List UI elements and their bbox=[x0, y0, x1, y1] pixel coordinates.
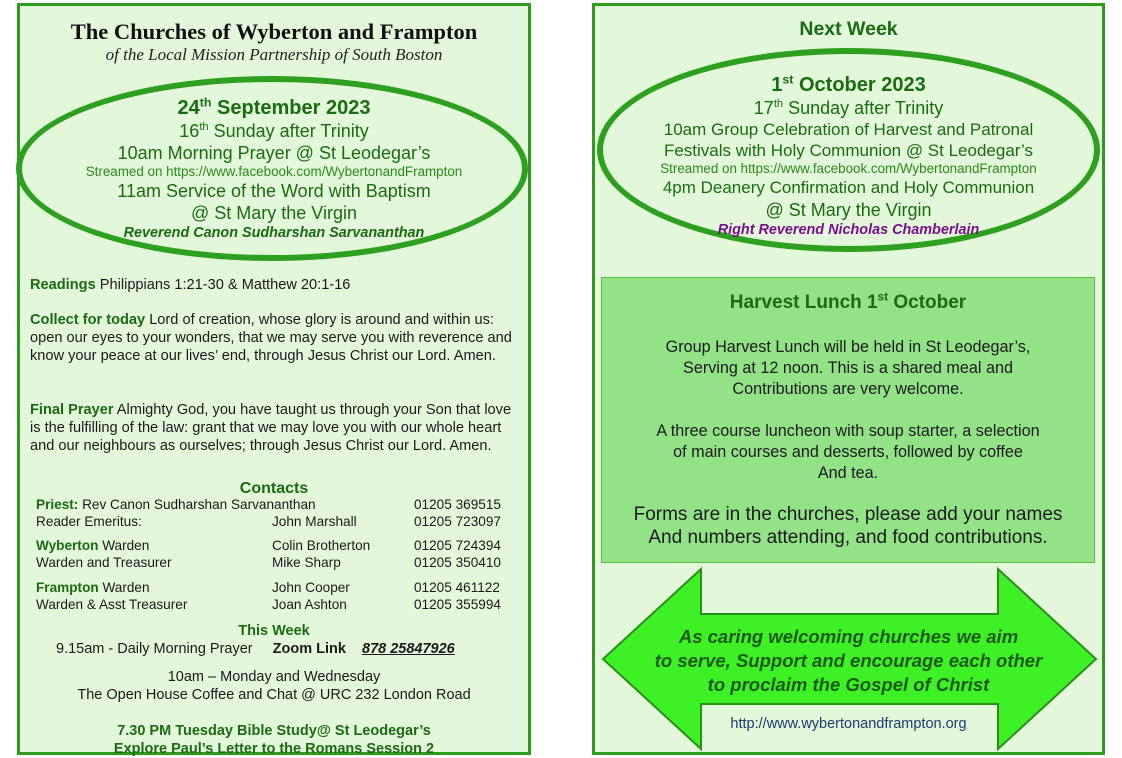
service-date bbox=[595, 73, 1102, 97]
contact-row bbox=[36, 597, 516, 614]
website-link[interactable]: http://www.wybertonandframpton.org bbox=[730, 716, 967, 732]
left-page bbox=[17, 3, 531, 755]
wyberton-warden-phone: 01205 724394 bbox=[414, 538, 501, 553]
contact-row bbox=[36, 538, 516, 555]
date-suffix: st bbox=[782, 72, 794, 87]
harvest-p1-l2: Serving at 12 noon. This is a shared meal and bbox=[683, 359, 1013, 377]
minister-name: Reverend Canon Sudharshan Sarvananthan bbox=[123, 225, 425, 241]
harvest-p2-l3: And tea. bbox=[817, 464, 879, 482]
wyberton-treasurer-phone: 01205 350410 bbox=[414, 554, 501, 570]
date-day: 24 bbox=[177, 97, 200, 119]
baptism-service: 11am Service of the Word with Baptism bbox=[117, 181, 431, 201]
page-title: The Churches of Wyberton and Frampton bbox=[70, 19, 478, 44]
morning-prayer: 10am Morning Prayer @ St Leodegar’s bbox=[117, 143, 431, 163]
open-house-days: 10am – Monday and Wednesday bbox=[167, 669, 381, 685]
harvest-p1-l3: Contributions are very welcome. bbox=[732, 380, 964, 398]
collect-text: Lord of creation, whose glory is around and within us: open our eyes to your wonders, that we may serve you with reverence and know your peace at our lives’ end, through Jesus Christ our Lord. Amen. bbox=[30, 312, 512, 364]
mission-l1: As caring welcoming churches we aim bbox=[678, 626, 1019, 647]
readings bbox=[30, 276, 520, 294]
stream-link[interactable]: Streamed on https://www.facebook.com/WybertonandFrampton bbox=[85, 164, 463, 179]
date-day: 1 bbox=[771, 74, 783, 96]
harvest-para-1 bbox=[602, 337, 1094, 400]
final-prayer-text: Almighty God, you have taught us through your Son that love is the fulfilling of the law: grant that we may love you with our whole heart and our neighbours as ourselves; through Jesus Christ our Lord. Amen. bbox=[30, 402, 512, 454]
mission-l3: to proclaim the Gospel of Christ bbox=[707, 674, 990, 695]
sunday-suffix: th bbox=[199, 121, 209, 133]
frampton-warden-phone: 01205 461122 bbox=[414, 580, 500, 595]
reader-role: Reader Emeritus: bbox=[36, 513, 142, 529]
priest-label: Priest: bbox=[36, 497, 79, 512]
open-house-venue: The Open House Coffee and Chat @ URC 232 London Road bbox=[77, 687, 471, 703]
bible-study-topic: Explore Paul’s Letter to the Romans Session 2 bbox=[113, 741, 435, 757]
contacts-table bbox=[36, 497, 516, 613]
sunday-number: 17 bbox=[753, 98, 774, 118]
date-rest: October 2023 bbox=[793, 74, 926, 96]
baptism-location: @ St Mary the Virgin bbox=[191, 203, 357, 223]
priest-phone: 01205 369515 bbox=[414, 497, 501, 512]
harvest-p2-l2: of main courses and desserts, followed by coffee bbox=[673, 443, 1023, 461]
next-week-heading: Next Week bbox=[799, 18, 898, 40]
priest-name: Rev Canon Sudharshan Sarvananthan bbox=[78, 497, 316, 512]
sunday-number: 16 bbox=[179, 121, 200, 141]
service-details bbox=[595, 73, 1102, 239]
page-subtitle: of the Local Mission Partnership of South Boston bbox=[105, 45, 443, 64]
harvest-box bbox=[601, 277, 1095, 563]
wyberton-role: Warden bbox=[98, 538, 150, 553]
sunday-title bbox=[595, 97, 1102, 119]
forms-l1: Forms are in the churches, please add your names bbox=[633, 504, 1063, 525]
this-week-heading: This Week bbox=[238, 623, 310, 639]
service-date bbox=[20, 96, 528, 120]
harvest-p2-l1: A three course luncheon with soup starter, a selection bbox=[656, 422, 1040, 440]
contact-row bbox=[36, 580, 516, 597]
forms-l2: And numbers attending, and food contributions. bbox=[648, 527, 1048, 548]
harvest-title-post: October bbox=[888, 292, 967, 313]
bishop-name: Right Reverend Nicholas Chamberlain bbox=[717, 222, 980, 238]
right-page bbox=[592, 3, 1105, 755]
stream-link[interactable]: Streamed on https://www.facebook.com/WybertonandFrampton bbox=[660, 161, 1037, 176]
bible-study-time: 7.30 PM Tuesday Bible Study@ St Leodegar’s bbox=[117, 723, 431, 739]
contact-row bbox=[36, 514, 516, 531]
wyberton-warden-name: Colin Brotherton bbox=[272, 538, 371, 553]
readings-label: Readings bbox=[30, 277, 96, 293]
wyberton-treasurer-role: Warden and Treasurer bbox=[36, 554, 172, 570]
collect-label: Collect for today bbox=[30, 312, 146, 328]
contacts-heading: Contacts bbox=[239, 480, 309, 497]
confirmation-service: 4pm Deanery Confirmation and Holy Communion bbox=[662, 178, 1035, 197]
wyberton-label: Wyberton bbox=[36, 538, 99, 553]
harvest-title-pre: Harvest Lunch 1 bbox=[729, 292, 878, 313]
reader-name: John Marshall bbox=[272, 513, 357, 529]
zoom-label: Zoom Link bbox=[272, 641, 346, 657]
frampton-label: Frampton bbox=[36, 580, 99, 595]
date-rest: September 2023 bbox=[211, 97, 371, 119]
confirmation-location: @ St Mary the Virgin bbox=[765, 200, 932, 220]
sunday-title bbox=[20, 120, 528, 142]
daily-prayer: 9.15am - Daily Morning Prayer bbox=[56, 641, 253, 657]
harvest-title bbox=[602, 291, 1094, 315]
sunday-suffix: th bbox=[773, 98, 784, 110]
contact-row bbox=[36, 555, 516, 572]
sunday-rest: Sunday after Trinity bbox=[783, 98, 944, 118]
contact-row bbox=[36, 497, 516, 514]
frampton-treasurer-name: Joan Ashton bbox=[272, 596, 347, 612]
harvest-forms bbox=[602, 503, 1094, 549]
mission-l2: to serve, Support and encourage each other bbox=[654, 650, 1043, 671]
frampton-role: Warden bbox=[98, 580, 150, 595]
service-details bbox=[20, 96, 528, 242]
sunday-rest: Sunday after Trinity bbox=[208, 121, 369, 141]
harvest-service-line1: 10am Group Celebration of Harvest and Patronal bbox=[663, 120, 1034, 139]
final-prayer bbox=[30, 401, 520, 455]
final-prayer-label: Final Prayer bbox=[30, 402, 114, 418]
zoom-link[interactable]: 878 25847926 bbox=[362, 641, 455, 657]
date-suffix: th bbox=[199, 95, 212, 110]
daily-prayer-line bbox=[56, 641, 455, 657]
frampton-treasurer-phone: 01205 355994 bbox=[414, 596, 501, 612]
bible-study bbox=[20, 722, 528, 758]
collect bbox=[30, 311, 520, 365]
open-house bbox=[20, 668, 528, 704]
mission-statement bbox=[595, 625, 1102, 697]
harvest-title-suffix: st bbox=[877, 290, 889, 304]
reader-phone: 01205 723097 bbox=[414, 513, 501, 529]
frampton-warden-name: John Cooper bbox=[272, 580, 350, 595]
frampton-treasurer-role: Warden & Asst Treasurer bbox=[36, 596, 188, 612]
wyberton-treasurer-name: Mike Sharp bbox=[272, 554, 341, 570]
readings-text: Philippians 1:21-30 & Matthew 20:1-16 bbox=[95, 277, 351, 293]
harvest-service-line2: Festivals with Holy Communion @ St Leodegar’s bbox=[663, 141, 1034, 160]
harvest-para-2 bbox=[602, 421, 1094, 484]
harvest-p1-l1: Group Harvest Lunch will be held in St Leodegar’s, bbox=[665, 338, 1031, 356]
